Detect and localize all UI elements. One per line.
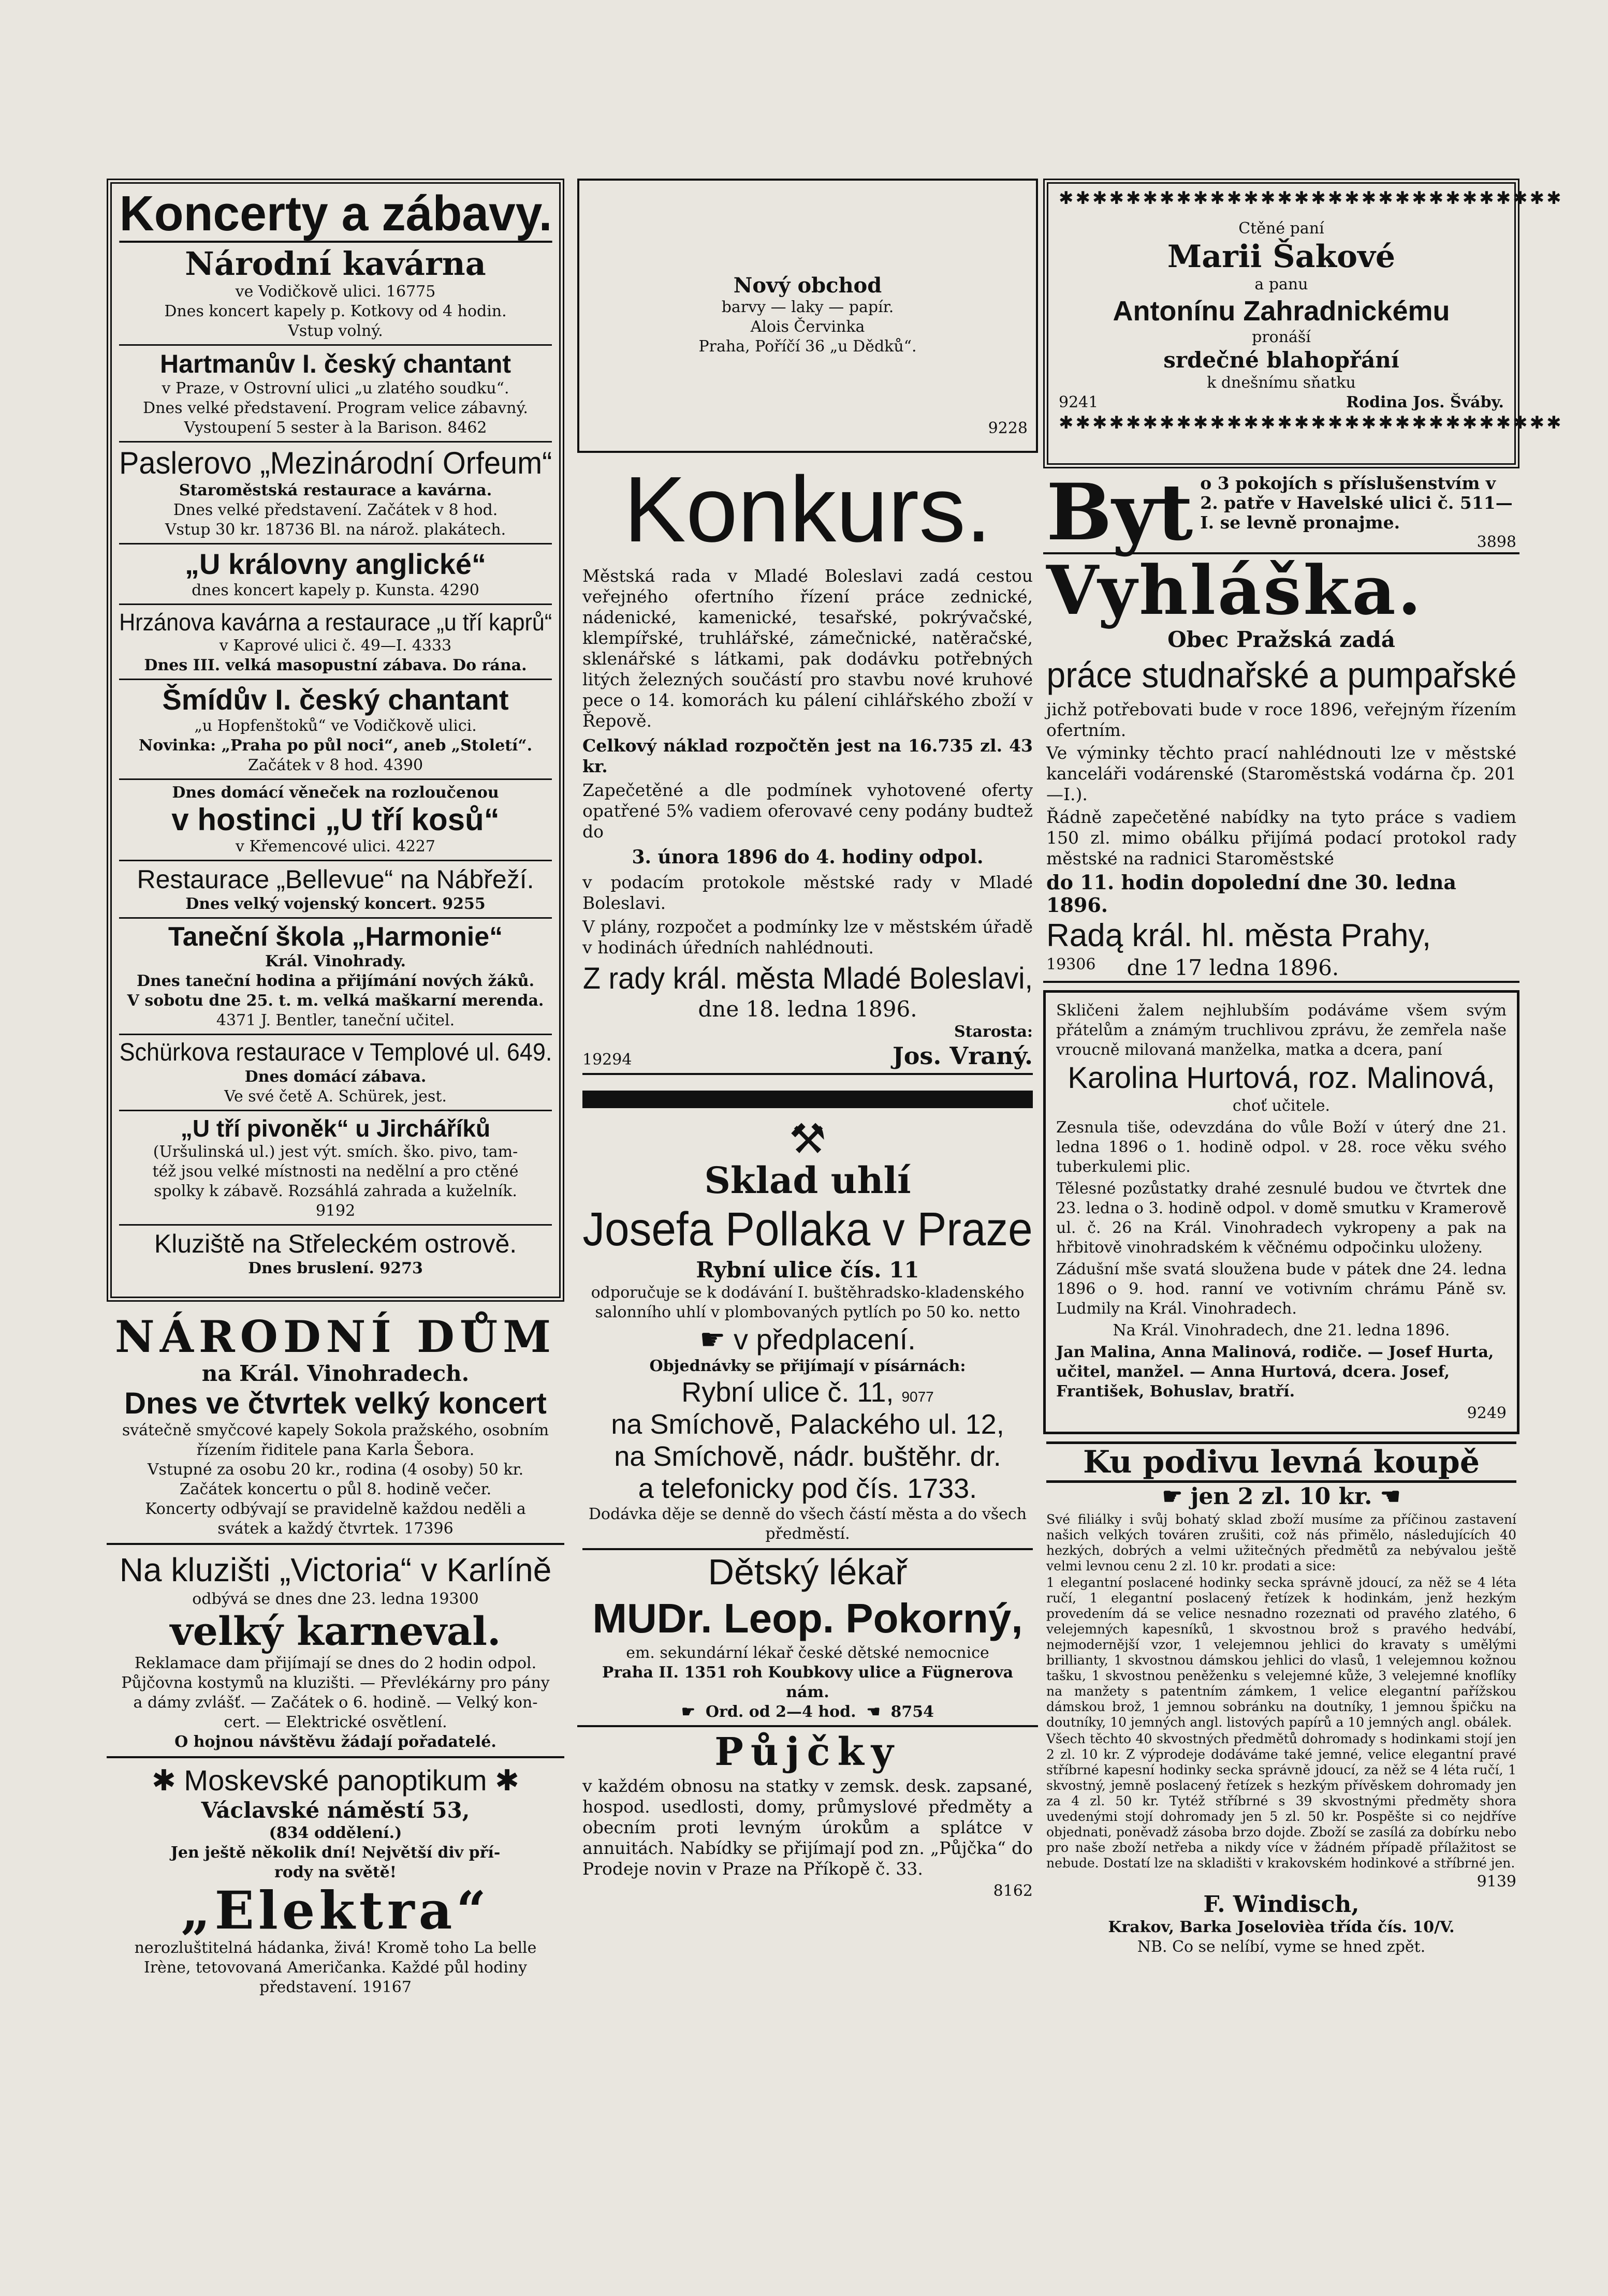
ad-number: 9249 xyxy=(1467,1404,1507,1422)
ad-line: Irène, tetovovaná Američanka. Každé půl hodiny xyxy=(143,1959,528,1977)
ad-line: a dámy zvlášť. — Začátek o 6. hodině. — Velký kon- xyxy=(133,1694,538,1712)
ad-line: cert. — Elektrické osvětlení. xyxy=(224,1713,447,1731)
ad-name: Antonínu Zahradnickému xyxy=(1113,296,1450,327)
ad-u-tri-pivonek xyxy=(119,1111,552,1226)
ad-name: Marii Šakové xyxy=(1167,239,1396,275)
lekar-ad xyxy=(577,1550,1038,1727)
ad-line: Král. Vinohrady. xyxy=(265,952,406,970)
ad-tease: Jen ještě několik dní! Největší div pří- xyxy=(170,1844,501,1862)
ad-signatory xyxy=(893,1022,1033,1070)
ad-line: Vstupné za osobu 20 kr., rodina (4 osoby) 50 kr. xyxy=(147,1461,524,1479)
ad-address: Krakov, Barka Joselovièa třída čís. 10/V. xyxy=(1108,1918,1455,1936)
ad-sign: Radą král. hl. města Prahy, xyxy=(1046,918,1431,953)
ad-headline: „Elektra“ xyxy=(181,1880,490,1941)
narodni-dum-ad xyxy=(107,1313,564,1545)
ad-line: V sobotu dne 25. t. m. velká maškarní merenda. xyxy=(127,992,544,1010)
ad-line: svátečně smyčcové kapely Sokola pražského, osobním xyxy=(122,1421,549,1439)
ad-line: řízením řiditele pana Karla Šebora. xyxy=(196,1441,475,1459)
ad-line: Ctěné paní xyxy=(1238,219,1324,238)
section-header: Koncerty a zábavy. xyxy=(119,187,552,243)
ad-schurkova-restaurace xyxy=(119,1035,552,1111)
ad-line: nerozluštitelná hádanka, živá! Kromě toho La belle xyxy=(134,1939,537,1957)
ad-wish: srdečné blahopřání xyxy=(1163,347,1399,373)
ad-line: k dnešnímu sňatku xyxy=(1207,374,1356,392)
divider-bar xyxy=(582,1091,1033,1108)
ad-cost: Celkový náklad rozpočtěn jest na 16.735 zl. 43 kr. xyxy=(582,735,1033,776)
ad-line: Koncerty odbývají se pravidelně každou neděli a xyxy=(145,1500,526,1518)
ad-line: dnes koncert kapely p. Kunsta. 4290 xyxy=(192,581,479,599)
ad-place: a telefonicky pod čís. 1733. xyxy=(638,1473,977,1504)
ad-date: dne 18. ledna 1896. xyxy=(698,996,917,1022)
ad-number: 9228 xyxy=(988,419,1028,437)
ornament-border: ✱✱✱✱✱✱✱✱✱✱✱✱✱✱✱✱✱✱✱✱✱✱✱✱✱✱✱✱✱✱ xyxy=(1059,188,1563,209)
ad-u-tri-kosu xyxy=(119,780,552,861)
pointing-hand-icon: ☚ xyxy=(1372,1483,1401,1510)
ad-paragraph: Tělesné pozůstatky drahé zesnulé budou ve čtvrtek dne 23. ledna o 3. hodině odpol. v domě smutku v Kramerově ul. č. 26 na Král. Vinohradech vykropeny a pak na hřbitově vinohradském k věčnému odpočinku uloženy. xyxy=(1056,1180,1507,1257)
ad-line: Dnes velké představení. Začátek v 8 hod. xyxy=(173,501,498,519)
ad-headline: MUDr. Leop. Pokorný, xyxy=(592,1595,1023,1641)
ad-line: Staroměstská restaurace a kavárna. xyxy=(179,481,492,499)
ad-number: 19306 xyxy=(1046,955,1096,974)
ad-line: pronáší xyxy=(1252,328,1311,346)
ad-paragraph: jichž potřebovati bude v roce 1896, veřejným řízením ofertním. xyxy=(1046,699,1516,740)
ad-line: Dnes domácí věneček na rozloučenou xyxy=(172,784,499,802)
ad-line: v Křemencové ulici. 4227 xyxy=(236,837,435,856)
ad-price xyxy=(1046,1483,1516,1511)
ad-place: na Smíchově, nádr. buštěhr. dr. xyxy=(614,1441,1001,1472)
ad-paragraph: Všech těchto 40 skvostných předmětů dohromady s hodinkami stojí jen 2 zl. 10 kr. Z výprodeje dodáváme také jemné, velice elegantní pravé stříbrné kapesní hodinky secka správně jdoucí, za něž se 4 léta ručí, 1 skvostný, jemně poslacený řetízek s hezkým přívěskem dohromady jen za 4 zl. 50 kr. Tytéž stříbrné s 39 skvostnými předměty shora uvedenými stojí dohromady jen 5 zl. 50 kr. Pospěšte si co nejdříve objednati, poněvadž zásoba brzo dojde. Zboží se zasílá za dobírku nebo pro naše zboží netřeba a nikdy více v žádném případě přílažitost se nebude. Dostatí lze na skladišti v krakovském hodinkové a stříbrné jen. xyxy=(1046,1731,1516,1871)
ad-paragraph: Zesnula tiše, odevzdána do vůle Boží v úterý dne 21. ledna 1896 o 1. hodině odpol. v 28. roce věku svého tuberkulemi plic. xyxy=(1056,1118,1507,1176)
signatory-name: Jos. Vraný. xyxy=(892,1042,1033,1070)
ad-place xyxy=(582,1376,1033,1408)
ad-address: Praha II. 1351 roh Koubkovy ulice a Fügnerova nám. xyxy=(602,1664,1014,1701)
obituary xyxy=(1043,990,1519,1434)
ad-title: Dětský lékař xyxy=(708,1552,908,1592)
ad-paragraph: v podacím protokole městské rady v Mladé Boleslavi. xyxy=(582,872,1033,913)
ad-paragraph: Skličeni žalem nejhlubším podáváme všem svým přátelům a známým truchlivou zprávu, že zemřela naše vroucně milovaná manželka, matka a dcera, paní xyxy=(1056,1002,1507,1059)
ad-line: Vystoupení 5 sester à la Barison. 8462 xyxy=(184,419,487,437)
ad-title: Kluziště na Střeleckém ostrově. xyxy=(154,1229,517,1258)
pointing-hand-icon: ☚ xyxy=(866,1703,881,1721)
ad-deadline: 3. února 1896 do 4. hodiny odpol. xyxy=(632,846,984,868)
ad-line: Novinka: „Praha po půl noci“, aneb „Století“. xyxy=(138,737,533,755)
ad-address: Rybní ulice čís. 11 xyxy=(696,1257,919,1283)
ad-line: Objednávky se přijímají v písárnách: xyxy=(649,1357,966,1375)
ad-title: Byt xyxy=(1046,467,1193,558)
ad-narodni-kavarna xyxy=(119,243,552,346)
ad-text-block xyxy=(1200,474,1516,552)
ad-title-text: Moskevské panoptikum xyxy=(184,1764,487,1797)
ad-title: Národní kavárna xyxy=(185,245,486,283)
ad-line: též jsou velké místnosti na nedělní a pro ctěné xyxy=(152,1162,519,1181)
ad-line: ve Vodičkově ulici. 16775 xyxy=(235,283,436,301)
ad-line: Začátek v 8 hod. 4390 xyxy=(247,756,423,774)
ad-line: spolky k zábavě. Rozsáhlá zahrada a kuželník. xyxy=(154,1182,517,1200)
ad-sign: Rodina Jos. Šváby. xyxy=(1346,393,1504,411)
pickaxe-icon: ⚒ xyxy=(789,1115,826,1163)
panoptikum-ad xyxy=(107,1763,564,1997)
ad-line: (Uršulinská ul.) jest výt. smích. ško. pivo, tam- xyxy=(153,1143,518,1161)
ad-paragraph: Ve výminky těchto prací nahlédnouti lze v městské kanceláři vodárenské (Staroměstská vodárna čp. 201—I.). xyxy=(1046,743,1516,804)
victoria-ad xyxy=(107,1550,564,1758)
ad-family: Jan Malina, Anna Malinová, rodiče. — Josef Hurta, učitel, manžel. — Anna Hurtová, dcera. Josef, František, Bohuslav, bratří. xyxy=(1056,1343,1494,1401)
ad-number: 8754 xyxy=(890,1703,934,1721)
ad-number: 9139 xyxy=(1477,1873,1516,1891)
ad-number: 9077 xyxy=(901,1389,934,1405)
ornament-border: ✱✱✱✱✱✱✱✱✱✱✱✱✱✱✱✱✱✱✱✱✱✱✱✱✱✱✱✱✱✱ xyxy=(1059,413,1563,433)
ad-title: Šmídův I. český chantant xyxy=(162,683,509,716)
ad-title: „U tří pivoněk“ u Jircháříků xyxy=(180,1115,491,1142)
ad-number: 3898 xyxy=(1477,533,1516,551)
ad-sign: Z rady král. města Mladé Boleslavi, xyxy=(582,962,1033,995)
ad-line: Začátek koncertu o půl 8. hodině večer. xyxy=(179,1480,492,1498)
ad-line: Dnes domácí zábava. xyxy=(244,1068,427,1086)
ad-paragraph: Zádušní mše svatá sloužena bude v pátek dne 24. ledna 1896 o 9. hod. ranní ve votivním chrámu Páně sv. Ludmily na Král. Vinohradech. xyxy=(1056,1260,1507,1318)
ad-name: Karolina Hurtová, roz. Malinová, xyxy=(1068,1061,1495,1095)
asterisk-icon: ✱ xyxy=(487,1764,520,1797)
asterisk-icon: ✱ xyxy=(151,1764,184,1797)
ad-line: Dnes III. velká masopustní zábava. Do rána. xyxy=(144,656,527,674)
ad-line: barvy — laky — papír. xyxy=(721,298,894,316)
ad-address: Václavské náměstí 53, xyxy=(201,1798,470,1823)
ad-smiduv-chantant xyxy=(119,680,552,780)
novy-obchod-ad xyxy=(577,179,1038,453)
ad-number: 19294 xyxy=(582,1051,632,1069)
ad-place: na Smíchově, Palackého ul. 12, xyxy=(611,1409,1004,1440)
wedding-congratulation xyxy=(1043,179,1563,468)
ad-footer xyxy=(582,1022,1033,1075)
ad-bellevue xyxy=(119,861,552,919)
ad-title: Schürkova restaurace v Templové ul. 649. xyxy=(119,1039,552,1066)
ad-sub: Obec Pražská zadá xyxy=(1167,627,1395,652)
ad-footer: Dodávka děje se denně do všech částí města a do všech předměstí. xyxy=(582,1505,1033,1550)
column-middle xyxy=(577,179,1038,2207)
ad-title: NÁRODNÍ DŮM xyxy=(114,1311,557,1362)
ad-paragraph: Zapečetěné a dle podmínek vyhotovené oferty opatřené 5% vadiem oferovavé ceny podány budtež do xyxy=(582,780,1033,842)
ad-subhead-text: v předplacení. xyxy=(733,1323,916,1356)
ad-paragraph: Na Král. Vinohradech, dne 21. ledna 1896. xyxy=(1113,1321,1450,1340)
ad-price-text: jen 2 zl. 10 kr. xyxy=(1190,1483,1372,1510)
ad-kluziste-strelecky xyxy=(119,1226,552,1278)
vyhlaska-ad xyxy=(1043,551,1519,983)
signatory-role: Starosta: xyxy=(954,1023,1033,1041)
ad-line: a panu xyxy=(1254,275,1308,293)
ad-u-kralovny-anglicke xyxy=(119,544,552,605)
ad-paslerovo-orfeum xyxy=(119,443,552,544)
ad-headline: velký karneval. xyxy=(170,1608,501,1654)
ad-line: 4371 J. Bentler, taneční učitel. xyxy=(216,1011,455,1029)
ad-title: Konkurs. xyxy=(623,458,992,562)
ad-title: „U královny anglické“ xyxy=(184,548,486,580)
ad-title: Paslerovo „Mezinárodní Orfeum“ xyxy=(119,446,552,480)
ad-headline: Dnes ve čtvrtek velký koncert xyxy=(124,1387,547,1420)
ad-number: 8162 xyxy=(993,1882,1033,1900)
uhli-ad xyxy=(577,1091,1038,1550)
ad-footer xyxy=(1059,393,1504,413)
ad-title: Půjčky xyxy=(714,1730,901,1774)
column-left xyxy=(107,179,564,2207)
ad-title: v hostinci „U tří kosů“ xyxy=(171,802,500,837)
ad-title: Nový obchod xyxy=(733,273,882,298)
ad-paragraph: 1 elegantní poslacené hodinky secka správně jdoucí, za něž se 4 léta ručí, 1 elegantní poslacený řetízek k hodinkám, jenž hezkým provedením dá se velice nesnadno rozeznati od pravého zlatého, 6 velejemných kapesníků, 1 skvostnou brož s pravého hedvábí, nejmodernější vzor, 1 velejemnou jehlici do kravaty s umělými brillianty, 1 skvostnou dámskou jehlici do vlasů, 1 velejemnou kožnou tašku, 1 skvostnou peněženku s velejemné kůže, 3 velejemné knoflíky na manžety s patentním zámkem, 1 velice elegantní pařížskou dámskou brož, 1 jemnou sobránku na doutníky, 1 jemnou špičku na doutníky, 10 jemných angl. listových papírů a 10 jemných angl. obálek. xyxy=(1046,1575,1516,1730)
ad-line: Dnes koncert kapely p. Kotkovy od 4 hodin. xyxy=(164,302,507,320)
ad-sub: odbývá se dnes dne 23. ledna 19300 xyxy=(192,1590,479,1608)
ad-note: NB. Co se nelíbí, vyme se hned zpět. xyxy=(1137,1938,1426,1956)
entertainment-section xyxy=(107,179,564,1302)
ad-harmonie xyxy=(119,919,552,1035)
ad-line: O hojnou návštěvu žádají pořadatelé. xyxy=(174,1733,496,1751)
pointing-hand-icon: ☛ xyxy=(699,1323,734,1356)
ad-title: Na kluzišti „Victoria“ v Karlíně xyxy=(119,1551,552,1588)
ad-paragraph: V plány, rozpočet a podmínky lze v městském úřadě v hodinách úředních nahlédnouti. xyxy=(582,917,1033,958)
ad-footer xyxy=(1046,955,1516,981)
ad-place-text: Rybní ulice č. 11, xyxy=(681,1377,894,1408)
ad-line: Vstup volný. xyxy=(288,322,383,340)
ad-firm: F. Windisch, xyxy=(1203,1891,1360,1918)
ad-sub: na Král. Vinohradech. xyxy=(201,1361,470,1386)
ad-headline: Josefa Pollaka v Praze xyxy=(582,1203,1033,1256)
ad-line: 9192 xyxy=(315,1202,356,1220)
ad-title: Ku podivu levná koupě xyxy=(1046,1441,1516,1483)
pointing-hand-icon: ☛ xyxy=(681,1703,695,1721)
ad-headline: práce studnařské a pumpařské xyxy=(1046,655,1517,695)
ad-paragraph: Řádně zapečetěné nabídky na tyto práce s vadiem 150 zl. mimo obálku přijímá podací protokol rady městské na radnici Staroměstské xyxy=(1046,807,1516,869)
ad-hrzanova-kavarna xyxy=(119,605,552,680)
ad-hours xyxy=(582,1702,1033,1725)
ad-line: Dnes velké představení. Program velice zábavný. xyxy=(143,399,528,417)
ad-paragraph: o 3 pokojích s příslušenstvím v 2. patře v Havelské ulici č. 511—I. se levně pronajme. xyxy=(1200,473,1513,533)
column-right xyxy=(1043,179,1563,2207)
ad-title: Vyhláška. xyxy=(1046,551,1424,630)
pujcky-ad xyxy=(577,1727,1038,1904)
ad-line: v Praze, v Ostrovní ulici „u zlatého soudku“. xyxy=(162,379,509,398)
ad-tease: rody na světě! xyxy=(274,1863,397,1881)
ad-deadline: do 11. hodin dopolední dne 30. ledna 1896. xyxy=(1046,871,1457,917)
ad-sub: em. sekundární lékař české dětské nemocnice xyxy=(626,1644,989,1662)
ad-line: Alois Červinka xyxy=(750,318,865,336)
ad-line: Dnes taneční hodina a přijímání nových žáků. xyxy=(136,972,535,990)
ad-line: „u Hopfenštoků“ ve Vodičkově ulici. xyxy=(194,717,477,735)
ad-date: dne 17 ledna 1896. xyxy=(1127,955,1339,980)
koupe-ad xyxy=(1043,1441,1519,1957)
ad-subhead xyxy=(582,1322,1033,1357)
ad-line: odporučuje se k dodávání I. buštěhradsko-kladenského xyxy=(591,1284,1025,1302)
ad-sub: (834 oddělení.) xyxy=(269,1824,402,1842)
ad-line: představení. 19167 xyxy=(259,1978,412,1996)
ad-title: Hrzánova kavárna a restaurace „u tří kaprů“ xyxy=(119,609,552,636)
ad-line: Reklamace dam přijímají se dnes do 2 hodin odpol. xyxy=(134,1654,537,1672)
ad-line: Dnes bruslení. 9273 xyxy=(248,1259,423,1277)
ad-title: Taneční škola „Harmonie“ xyxy=(168,922,503,952)
pointing-hand-icon: ☛ xyxy=(1162,1483,1191,1510)
ad-line: salonního uhlí v plombovaných pytlích po 50 ko. netto xyxy=(595,1303,1020,1321)
ad-line: v Kaprové ulici č. 49—I. 4333 xyxy=(219,637,452,655)
ad-line: svátek a každý čtvrtek. 17396 xyxy=(217,1520,454,1538)
ad-title xyxy=(107,1763,564,1798)
byt-ad xyxy=(1043,467,1519,558)
ad-line: Praha, Poříčí 36 „u Dědků“. xyxy=(698,337,917,356)
ad-paragraph: Své filiálky i svůj bohatý sklad zboží musíme za příčinou zastavení našich velkých továren zrušiti, což nás přimělo, následujících 40 hezkých, dobrých a velmi užitečných předmětů za nebývalou ještě velmi levnou cenu 2 zl. 10 kr. prodati a sice: xyxy=(1046,1512,1516,1573)
ad-line: Vstup 30 kr. 18736 Bl. na nárož. plakátech. xyxy=(165,521,506,539)
ad-title: Sklad uhlí xyxy=(704,1159,911,1202)
ad-title: Hartmanův I. český chantant xyxy=(159,349,511,378)
ad-line: Ve své četě A. Schürek, jest. xyxy=(224,1087,447,1106)
ad-paragraph: v každém obnosu na statky v zemsk. desk. zapsané, hospod. usedlosti, domy, průmyslové předměty a obecním proti levným úrokům a splátce v annuitách. Nabídky se přijímají pod zn. „Půjčka“ do Prodeje novin v Praze na Příkopě č. 33. xyxy=(582,1776,1033,1879)
ad-sub: choť učitele. xyxy=(1232,1097,1331,1115)
ad-hartmanuv-chantant xyxy=(119,346,552,443)
ad-title: Restaurace „Bellevue“ na Nábřeží. xyxy=(137,865,534,894)
ad-paragraph: Městská rada v Mladé Boleslavi zadá cestou veřejného ofertního řízení práce zednické, nádenické, kamenické, tesařské, pokrývačské, klempířské, truhlářské, zámečnické, natěračské, sklenářské s látkami, pak dodávku potřebných litých železných součástí pro stavbu nové kruhové pece o 14. komorách ku pálení cihlářského zboží v Řepově. xyxy=(582,566,1033,731)
konkurs-ad xyxy=(577,453,1038,1075)
ad-hours-text: Ord. od 2—4 hod. xyxy=(705,1703,856,1721)
ad-line: Dnes velký vojenský koncert. 9255 xyxy=(185,895,486,913)
ad-number: 9241 xyxy=(1059,393,1099,411)
ad-line: Půjčovna kostymů na kluzišti. — Převlékárny pro pány xyxy=(121,1674,550,1692)
